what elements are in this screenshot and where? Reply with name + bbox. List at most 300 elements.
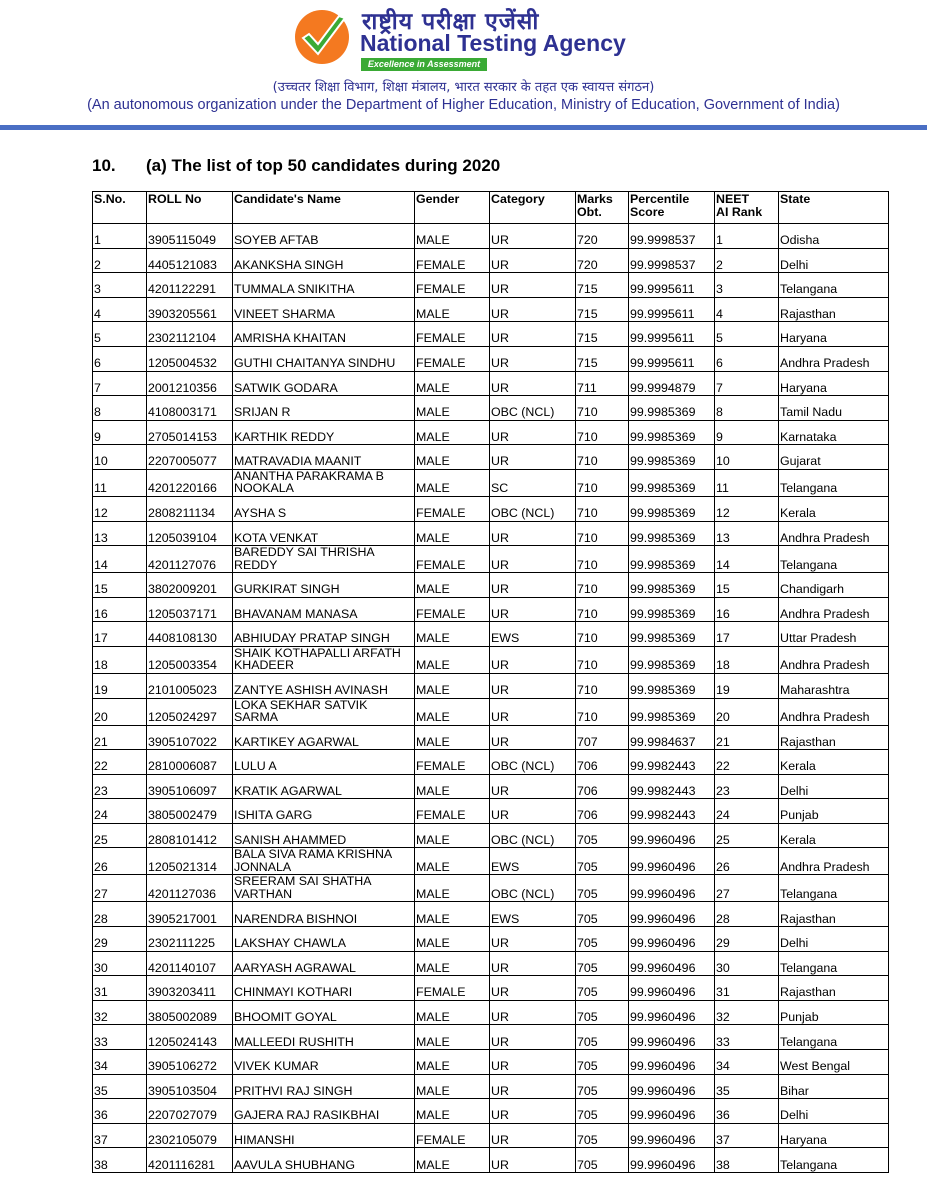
cell-candidate-name: AYSHA S xyxy=(233,496,415,521)
cell-category: UR xyxy=(490,1074,576,1099)
cell-marks: 710 xyxy=(576,521,629,546)
cell-percentile: 99.9985369 xyxy=(629,469,715,496)
cell-roll-no: 1205021314 xyxy=(147,848,233,875)
cell-roll-no: 2207027079 xyxy=(147,1099,233,1124)
cell-marks: 706 xyxy=(576,774,629,799)
cell-candidate-name: AKANKSHA SINGH xyxy=(233,248,415,273)
cell-category: UR xyxy=(490,646,576,673)
cell-gender: MALE xyxy=(415,622,490,647)
cell-state: Rajasthan xyxy=(779,297,889,322)
cell-rank: 9 xyxy=(715,420,779,445)
cell-percentile: 99.9985369 xyxy=(629,646,715,673)
cell-state: Punjab xyxy=(779,799,889,824)
cell-gender: FEMALE xyxy=(415,248,490,273)
cell-percentile: 99.9960496 xyxy=(629,848,715,875)
table-row xyxy=(93,273,889,298)
cell-gender: FEMALE xyxy=(415,546,490,573)
cell-percentile: 99.9960496 xyxy=(629,976,715,1001)
cell-category: OBC (NCL) xyxy=(490,396,576,421)
table-row xyxy=(93,875,889,902)
cell-gender: MALE xyxy=(415,573,490,598)
cell-gender: MALE xyxy=(415,725,490,750)
cell-roll-no: 3903205561 xyxy=(147,297,233,322)
cell-gender: MALE xyxy=(415,848,490,875)
cell-candidate-name: VINEET SHARMA xyxy=(233,297,415,322)
cell-candidate-name: KARTHIK REDDY xyxy=(233,420,415,445)
table-row xyxy=(93,799,889,824)
section-number: 10. xyxy=(92,156,116,175)
cell-sno: 36 xyxy=(93,1099,147,1124)
cell-rank: 5 xyxy=(715,322,779,347)
cell-candidate-name: ANANTHA PARAKRAMA B NOOKALA xyxy=(233,469,415,496)
cell-roll-no: 2808101412 xyxy=(147,823,233,848)
cell-category: EWS xyxy=(490,622,576,647)
cell-roll-no: 2302112104 xyxy=(147,322,233,347)
cell-roll-no: 2207005077 xyxy=(147,445,233,470)
cell-gender: MALE xyxy=(415,371,490,396)
cell-marks: 710 xyxy=(576,396,629,421)
cell-rank: 24 xyxy=(715,799,779,824)
cell-gender: MALE xyxy=(415,469,490,496)
cell-state: Andhra Pradesh xyxy=(779,848,889,875)
cell-sno: 10 xyxy=(93,445,147,470)
column-header-gender: Gender xyxy=(415,192,490,224)
cell-rank: 32 xyxy=(715,1000,779,1025)
cell-state: Andhra Pradesh xyxy=(779,346,889,371)
cell-category: UR xyxy=(490,927,576,952)
cell-rank: 27 xyxy=(715,875,779,902)
cell-candidate-name: CHINMAYI KOTHARI xyxy=(233,976,415,1001)
cell-rank: 21 xyxy=(715,725,779,750)
cell-gender: FEMALE xyxy=(415,750,490,775)
cell-state: Andhra Pradesh xyxy=(779,646,889,673)
cell-candidate-name: SANISH AHAMMED xyxy=(233,823,415,848)
column-header-rank: NEET AI Rank xyxy=(715,192,779,224)
cell-marks: 705 xyxy=(576,848,629,875)
cell-percentile: 99.9998537 xyxy=(629,224,715,249)
table-row xyxy=(93,725,889,750)
cell-category: UR xyxy=(490,346,576,371)
cell-category: OBC (NCL) xyxy=(490,823,576,848)
cell-roll-no: 4408108130 xyxy=(147,622,233,647)
cell-category: EWS xyxy=(490,902,576,927)
cell-sno: 13 xyxy=(93,521,147,546)
cell-state: Telangana xyxy=(779,875,889,902)
column-header-marks: Marks Obt. xyxy=(576,192,629,224)
cell-candidate-name: GAJERA RAJ RASIKBHAI xyxy=(233,1099,415,1124)
cell-category: UR xyxy=(490,976,576,1001)
cell-candidate-name: KARTIKEY AGARWAL xyxy=(233,725,415,750)
cell-category: UR xyxy=(490,371,576,396)
cell-gender: MALE xyxy=(415,420,490,445)
cell-marks: 705 xyxy=(576,1050,629,1075)
cell-rank: 14 xyxy=(715,546,779,573)
cell-rank: 36 xyxy=(715,1099,779,1124)
cell-roll-no: 1205037171 xyxy=(147,597,233,622)
cell-rank: 8 xyxy=(715,396,779,421)
cell-sno: 33 xyxy=(93,1025,147,1050)
cell-state: Telangana xyxy=(779,546,889,573)
cell-category: UR xyxy=(490,1148,576,1173)
cell-rank: 25 xyxy=(715,823,779,848)
cell-state: Odisha xyxy=(779,224,889,249)
cell-state: Telangana xyxy=(779,1025,889,1050)
cell-marks: 705 xyxy=(576,875,629,902)
cell-sno: 35 xyxy=(93,1074,147,1099)
cell-state: Rajasthan xyxy=(779,725,889,750)
cell-gender: FEMALE xyxy=(415,273,490,298)
cell-percentile: 99.9985369 xyxy=(629,573,715,598)
cell-candidate-name: LOKA SEKHAR SATVIK SARMA xyxy=(233,698,415,725)
table-body xyxy=(93,224,889,1173)
cell-percentile: 99.9985369 xyxy=(629,597,715,622)
cell-category: UR xyxy=(490,521,576,546)
cell-rank: 22 xyxy=(715,750,779,775)
cell-state: Telangana xyxy=(779,1148,889,1173)
cell-candidate-name: VIVEK KUMAR xyxy=(233,1050,415,1075)
cell-marks: 705 xyxy=(576,1099,629,1124)
cell-candidate-name: BAREDDY SAI THRISHA REDDY xyxy=(233,546,415,573)
cell-percentile: 99.9982443 xyxy=(629,750,715,775)
org-name-hindi: राष्ट्रीय परीक्षा एजेंसी xyxy=(362,9,540,35)
cell-rank: 19 xyxy=(715,673,779,698)
table-row xyxy=(93,445,889,470)
cell-category: UR xyxy=(490,1025,576,1050)
cell-percentile: 99.9982443 xyxy=(629,799,715,824)
cell-sno: 12 xyxy=(93,496,147,521)
cell-percentile: 99.9985369 xyxy=(629,445,715,470)
table-row xyxy=(93,1148,889,1173)
cell-rank: 2 xyxy=(715,248,779,273)
cell-marks: 705 xyxy=(576,951,629,976)
cell-rank: 15 xyxy=(715,573,779,598)
cell-state: Rajasthan xyxy=(779,976,889,1001)
cell-rank: 38 xyxy=(715,1148,779,1173)
cell-sno: 1 xyxy=(93,224,147,249)
cell-sno: 25 xyxy=(93,823,147,848)
cell-marks: 705 xyxy=(576,1025,629,1050)
cell-candidate-name: AARYASH AGRAWAL xyxy=(233,951,415,976)
cell-rank: 30 xyxy=(715,951,779,976)
cell-rank: 17 xyxy=(715,622,779,647)
table-row xyxy=(93,573,889,598)
cell-rank: 37 xyxy=(715,1123,779,1148)
cell-candidate-name: HIMANSHI xyxy=(233,1123,415,1148)
cell-percentile: 99.9995611 xyxy=(629,346,715,371)
cell-sno: 15 xyxy=(93,573,147,598)
cell-rank: 16 xyxy=(715,597,779,622)
cell-percentile: 99.9984637 xyxy=(629,725,715,750)
cell-sno: 14 xyxy=(93,546,147,573)
cell-rank: 3 xyxy=(715,273,779,298)
cell-state: Kerala xyxy=(779,823,889,848)
cell-category: UR xyxy=(490,224,576,249)
cell-sno: 17 xyxy=(93,622,147,647)
cell-sno: 8 xyxy=(93,396,147,421)
cell-percentile: 99.9985369 xyxy=(629,396,715,421)
cell-category: UR xyxy=(490,597,576,622)
cell-gender: MALE xyxy=(415,521,490,546)
cell-state: Telangana xyxy=(779,273,889,298)
cell-state: Delhi xyxy=(779,248,889,273)
cell-roll-no: 3905106097 xyxy=(147,774,233,799)
cell-category: UR xyxy=(490,297,576,322)
table-row xyxy=(93,673,889,698)
table-row xyxy=(93,248,889,273)
cell-state: Gujarat xyxy=(779,445,889,470)
cell-rank: 26 xyxy=(715,848,779,875)
cell-candidate-name: AMRISHA KHAITAN xyxy=(233,322,415,347)
cell-gender: MALE xyxy=(415,673,490,698)
table-row xyxy=(93,1050,889,1075)
cell-category: OBC (NCL) xyxy=(490,875,576,902)
cell-marks: 706 xyxy=(576,750,629,775)
cell-candidate-name: BHAVANAM MANASA xyxy=(233,597,415,622)
cell-category: UR xyxy=(490,725,576,750)
cell-category: EWS xyxy=(490,848,576,875)
cell-category: UR xyxy=(490,1099,576,1124)
cell-marks: 715 xyxy=(576,297,629,322)
cell-percentile: 99.9994879 xyxy=(629,371,715,396)
cell-gender: MALE xyxy=(415,1050,490,1075)
cell-roll-no: 1205024143 xyxy=(147,1025,233,1050)
cell-sno: 30 xyxy=(93,951,147,976)
cell-percentile: 99.9985369 xyxy=(629,698,715,725)
cell-percentile: 99.9985369 xyxy=(629,546,715,573)
cell-category: UR xyxy=(490,322,576,347)
table-row xyxy=(93,750,889,775)
cell-state: Uttar Pradesh xyxy=(779,622,889,647)
cell-candidate-name: SOYEB AFTAB xyxy=(233,224,415,249)
cell-state: Punjab xyxy=(779,1000,889,1025)
cell-roll-no: 2808211134 xyxy=(147,496,233,521)
cell-sno: 37 xyxy=(93,1123,147,1148)
table-row xyxy=(93,371,889,396)
cell-roll-no: 3905115049 xyxy=(147,224,233,249)
cell-gender: FEMALE xyxy=(415,322,490,347)
cell-percentile: 99.9960496 xyxy=(629,1000,715,1025)
cell-candidate-name: GUTHI CHAITANYA SINDHU xyxy=(233,346,415,371)
cell-roll-no: 4108003171 xyxy=(147,396,233,421)
cell-percentile: 99.9985369 xyxy=(629,521,715,546)
cell-sno: 23 xyxy=(93,774,147,799)
table-row xyxy=(93,546,889,573)
table-row xyxy=(93,1025,889,1050)
cell-marks: 705 xyxy=(576,1123,629,1148)
cell-state: Andhra Pradesh xyxy=(779,597,889,622)
cell-sno: 11 xyxy=(93,469,147,496)
cell-marks: 710 xyxy=(576,546,629,573)
cell-state: Maharashtra xyxy=(779,673,889,698)
cell-roll-no: 1205004532 xyxy=(147,346,233,371)
cell-candidate-name: BHOOMIT GOYAL xyxy=(233,1000,415,1025)
cell-category: UR xyxy=(490,273,576,298)
table-row xyxy=(93,396,889,421)
table-row xyxy=(93,622,889,647)
cell-sno: 22 xyxy=(93,750,147,775)
cell-marks: 705 xyxy=(576,976,629,1001)
cell-percentile: 99.9960496 xyxy=(629,927,715,952)
cell-percentile: 99.9960496 xyxy=(629,1123,715,1148)
cell-percentile: 99.9960496 xyxy=(629,823,715,848)
org-name-english: National Testing Agency xyxy=(360,30,626,56)
cell-roll-no: 4201140107 xyxy=(147,951,233,976)
column-header-percentile: Percentile Score xyxy=(629,192,715,224)
table-row xyxy=(93,597,889,622)
cell-gender: FEMALE xyxy=(415,496,490,521)
table-row xyxy=(93,774,889,799)
cell-category: UR xyxy=(490,573,576,598)
cell-roll-no: 3805002089 xyxy=(147,1000,233,1025)
cell-sno: 32 xyxy=(93,1000,147,1025)
cell-gender: MALE xyxy=(415,224,490,249)
cell-state: Kerala xyxy=(779,496,889,521)
cell-marks: 705 xyxy=(576,1074,629,1099)
cell-gender: MALE xyxy=(415,1074,490,1099)
cell-rank: 35 xyxy=(715,1074,779,1099)
cell-candidate-name: SRIJAN R xyxy=(233,396,415,421)
cell-gender: MALE xyxy=(415,1025,490,1050)
cell-gender: FEMALE xyxy=(415,1123,490,1148)
cell-sno: 5 xyxy=(93,322,147,347)
cell-roll-no: 1205003354 xyxy=(147,646,233,673)
section-heading xyxy=(92,156,500,176)
org-tagline: Excellence in Assessment xyxy=(361,58,487,71)
cell-state: Rajasthan xyxy=(779,902,889,927)
cell-percentile: 99.9960496 xyxy=(629,875,715,902)
cell-gender: MALE xyxy=(415,1000,490,1025)
cell-roll-no: 2705014153 xyxy=(147,420,233,445)
table-row xyxy=(93,346,889,371)
cell-candidate-name: LULU A xyxy=(233,750,415,775)
cell-roll-no: 3802009201 xyxy=(147,573,233,598)
cell-marks: 705 xyxy=(576,823,629,848)
cell-percentile: 99.9995611 xyxy=(629,297,715,322)
cell-state: Kerala xyxy=(779,750,889,775)
cell-marks: 720 xyxy=(576,224,629,249)
cell-sno: 9 xyxy=(93,420,147,445)
cell-candidate-name: GURKIRAT SINGH xyxy=(233,573,415,598)
cell-category: UR xyxy=(490,420,576,445)
cell-category: UR xyxy=(490,799,576,824)
cell-marks: 710 xyxy=(576,673,629,698)
cell-rank: 6 xyxy=(715,346,779,371)
cell-gender: MALE xyxy=(415,698,490,725)
table-row xyxy=(93,976,889,1001)
cell-percentile: 99.9960496 xyxy=(629,1050,715,1075)
cell-category: SC xyxy=(490,469,576,496)
cell-candidate-name: MALLEEDI RUSHITH xyxy=(233,1025,415,1050)
nta-logo-icon xyxy=(293,8,351,66)
cell-sno: 20 xyxy=(93,698,147,725)
cell-gender: MALE xyxy=(415,875,490,902)
cell-percentile: 99.9985369 xyxy=(629,622,715,647)
candidates-table xyxy=(92,191,889,1173)
cell-rank: 29 xyxy=(715,927,779,952)
cell-state: Andhra Pradesh xyxy=(779,521,889,546)
cell-candidate-name: PRITHVI RAJ SINGH xyxy=(233,1074,415,1099)
cell-rank: 33 xyxy=(715,1025,779,1050)
cell-sno: 31 xyxy=(93,976,147,1001)
cell-gender: MALE xyxy=(415,445,490,470)
cell-category: UR xyxy=(490,673,576,698)
column-header-roll-no: ROLL No xyxy=(147,192,233,224)
cell-gender: FEMALE xyxy=(415,346,490,371)
cell-sno: 24 xyxy=(93,799,147,824)
cell-roll-no: 4405121083 xyxy=(147,248,233,273)
cell-category: UR xyxy=(490,445,576,470)
table-row xyxy=(93,902,889,927)
table-row xyxy=(93,521,889,546)
cell-category: UR xyxy=(490,698,576,725)
cell-percentile: 99.9995611 xyxy=(629,322,715,347)
cell-percentile: 99.9960496 xyxy=(629,1148,715,1173)
column-header-candidate-name: Candidate's Name xyxy=(233,192,415,224)
cell-roll-no: 2302105079 xyxy=(147,1123,233,1148)
cell-candidate-name: TUMMALA SNIKITHA xyxy=(233,273,415,298)
table-row xyxy=(93,927,889,952)
cell-category: UR xyxy=(490,248,576,273)
cell-gender: MALE xyxy=(415,646,490,673)
cell-roll-no: 3905103504 xyxy=(147,1074,233,1099)
cell-marks: 705 xyxy=(576,1148,629,1173)
cell-sno: 26 xyxy=(93,848,147,875)
cell-category: OBC (NCL) xyxy=(490,496,576,521)
cell-percentile: 99.9985369 xyxy=(629,496,715,521)
cell-percentile: 99.9960496 xyxy=(629,1074,715,1099)
cell-candidate-name: SREERAM SAI SHATHA VARTHAN xyxy=(233,875,415,902)
table-row xyxy=(93,469,889,496)
cell-state: West Bengal xyxy=(779,1050,889,1075)
cell-marks: 710 xyxy=(576,445,629,470)
cell-gender: MALE xyxy=(415,927,490,952)
table-row xyxy=(93,1099,889,1124)
cell-candidate-name: NARENDRA BISHNOI xyxy=(233,902,415,927)
cell-state: Bihar xyxy=(779,1074,889,1099)
cell-candidate-name: ABHIUDAY PRATAP SINGH xyxy=(233,622,415,647)
table-row xyxy=(93,1000,889,1025)
cell-sno: 38 xyxy=(93,1148,147,1173)
cell-state: Karnataka xyxy=(779,420,889,445)
cell-percentile: 99.9995611 xyxy=(629,273,715,298)
cell-percentile: 99.9960496 xyxy=(629,1099,715,1124)
cell-sno: 2 xyxy=(93,248,147,273)
cell-gender: MALE xyxy=(415,1148,490,1173)
cell-roll-no: 2810006087 xyxy=(147,750,233,775)
cell-rank: 31 xyxy=(715,976,779,1001)
cell-roll-no: 4201220166 xyxy=(147,469,233,496)
table-header-row xyxy=(93,192,889,224)
cell-category: UR xyxy=(490,1000,576,1025)
cell-rank: 11 xyxy=(715,469,779,496)
cell-candidate-name: ZANTYE ASHISH AVINASH xyxy=(233,673,415,698)
cell-state: Chandigarh xyxy=(779,573,889,598)
cell-roll-no: 4201116281 xyxy=(147,1148,233,1173)
cell-candidate-name: SHAIK KOTHAPALLI ARFATH KHADEER xyxy=(233,646,415,673)
cell-rank: 10 xyxy=(715,445,779,470)
cell-sno: 34 xyxy=(93,1050,147,1075)
cell-gender: MALE xyxy=(415,1099,490,1124)
cell-roll-no: 3905107022 xyxy=(147,725,233,750)
cell-marks: 715 xyxy=(576,322,629,347)
cell-marks: 710 xyxy=(576,573,629,598)
cell-percentile: 99.9998537 xyxy=(629,248,715,273)
cell-state: Delhi xyxy=(779,927,889,952)
cell-rank: 12 xyxy=(715,496,779,521)
cell-rank: 7 xyxy=(715,371,779,396)
cell-sno: 3 xyxy=(93,273,147,298)
table-row xyxy=(93,1074,889,1099)
